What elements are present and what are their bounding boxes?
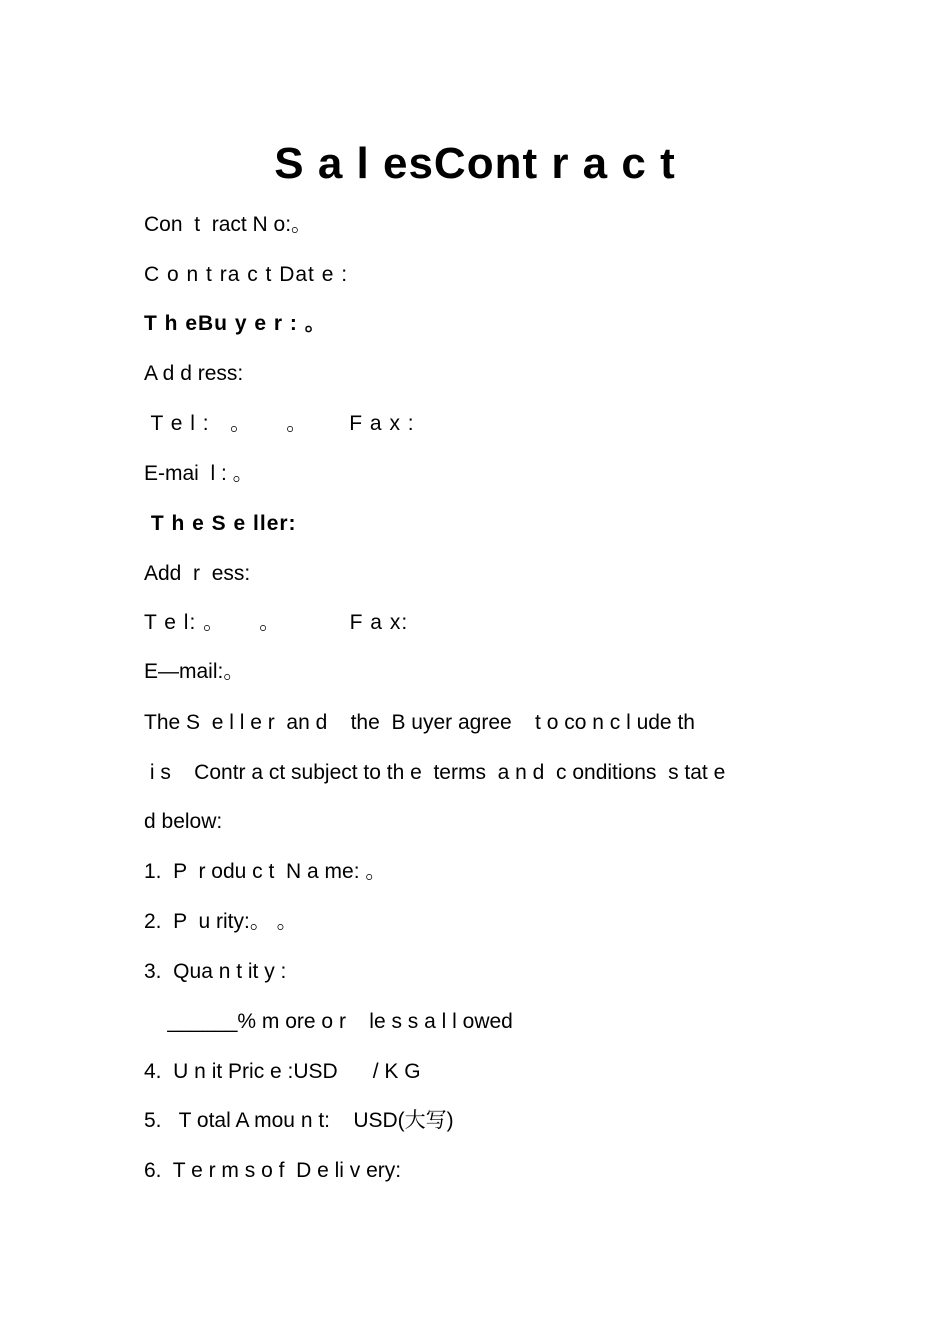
- page-title: S a l esCont r a c t: [274, 139, 676, 188]
- item-quantity-tolerance: ______% m ore o r le s s a l l owed: [144, 1010, 513, 1033]
- item-total-amount: 5. T otal A mou n t: USD(大写): [144, 1109, 454, 1132]
- item-quantity: 3. Qua n t it y :: [144, 960, 287, 983]
- agreement-line-1: The S e l l e r an d the B uyer agree t o co n c l ude th: [144, 711, 695, 734]
- item-product-name: 1. P r odu c t N a me: 。: [144, 860, 387, 883]
- seller-address-line: Add r ess:: [144, 562, 251, 585]
- contract-date-line: C o n t ra c t Dat e :: [144, 263, 349, 286]
- agreement-line-2: i s Contr a ct subject to th e terms a n d c onditions s tat e: [144, 761, 726, 784]
- buyer-tel-fax-line: T e l : 。 。 F a x :: [144, 412, 415, 435]
- agreement-line-3: d below:: [144, 810, 223, 833]
- contract-no-line: Con t ract N o:。: [144, 213, 313, 236]
- buyer-address-line: A d d ress:: [144, 362, 244, 385]
- seller-heading: T h e S e ller:: [144, 512, 297, 535]
- buyer-email-line: E-mai l : 。: [144, 462, 254, 485]
- seller-tel-fax-line: T e l: 。 。 F a x:: [144, 611, 409, 634]
- item-terms-of-delivery: 6. T e r m s o f D e li v ery:: [144, 1159, 402, 1182]
- seller-email-line: E—mail:。: [144, 660, 245, 683]
- buyer-heading: T h eBu y e r : 。: [144, 312, 327, 335]
- item-purity: 2. P u rity:。 。: [144, 910, 298, 933]
- item-unit-price: 4. U n it Pric e :USD / K G: [144, 1060, 421, 1083]
